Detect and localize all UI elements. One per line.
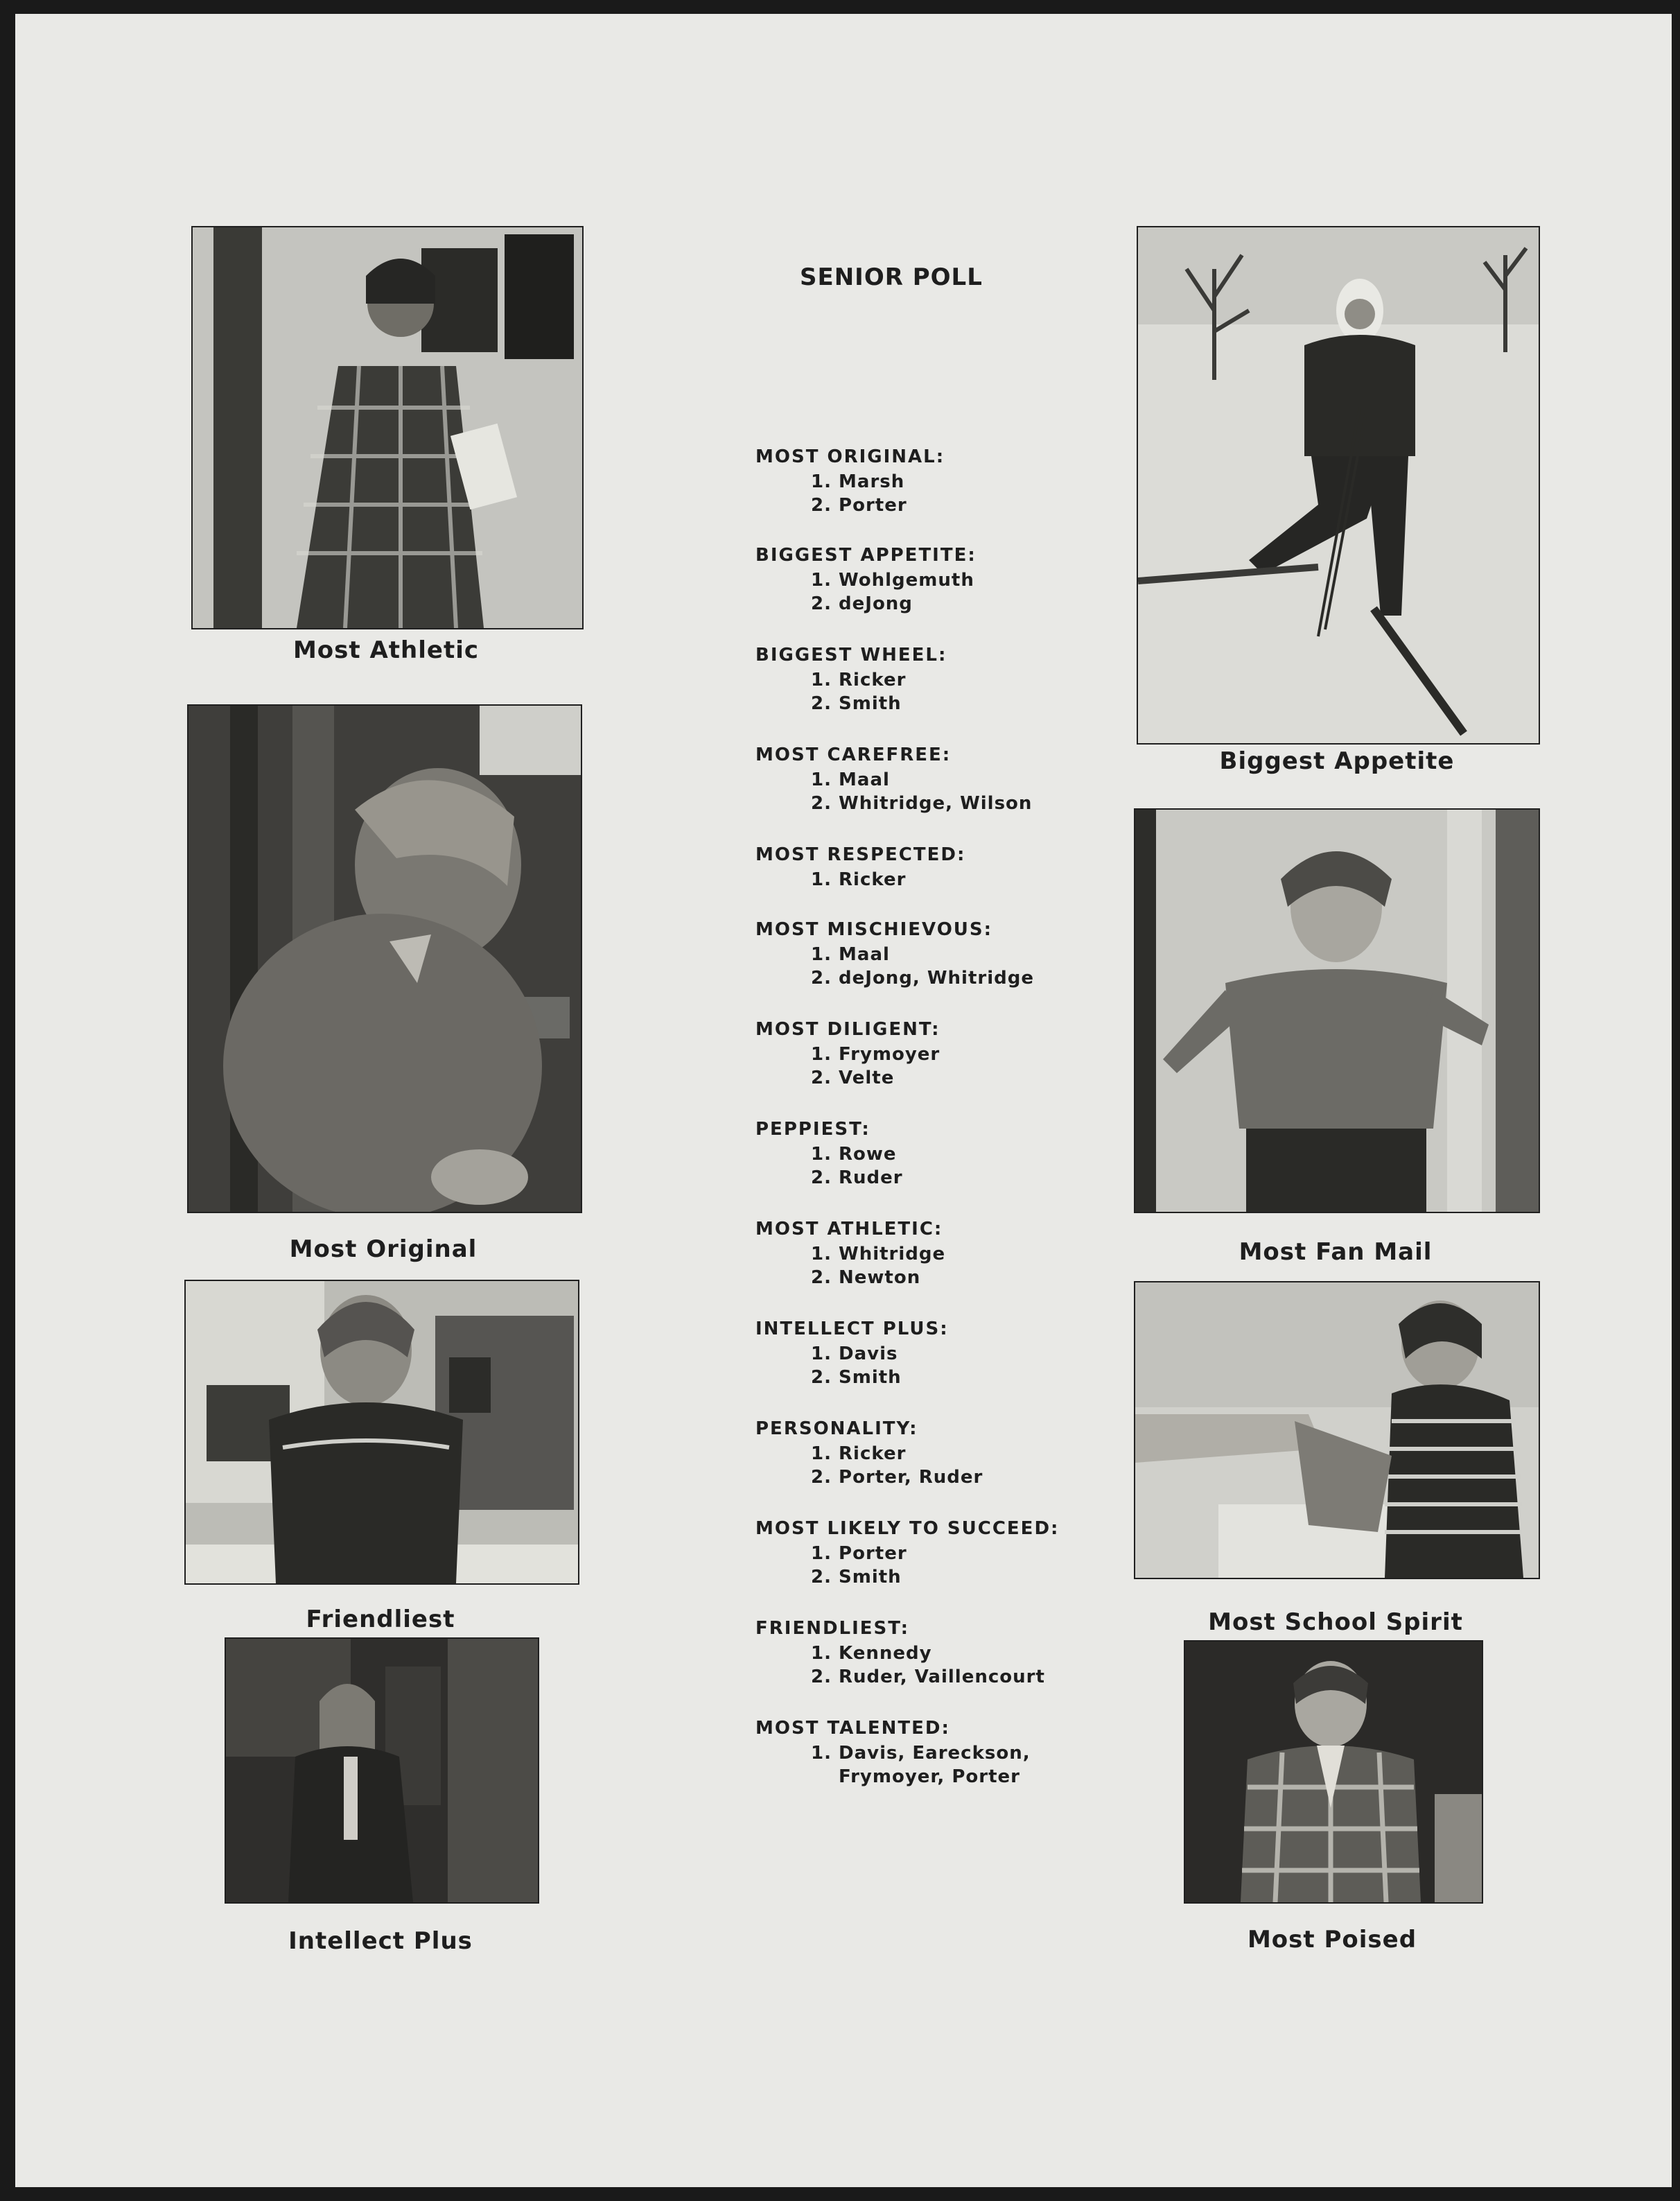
category-label: PERSONALITY:	[755, 1418, 918, 1439]
category-entry: 2. Ruder	[811, 1167, 903, 1188]
category-entry: 1. Ricker	[811, 1443, 907, 1464]
photo-most-fan-mail	[1134, 808, 1540, 1213]
category-label: MOST MISCHIEVOUS:	[755, 919, 993, 940]
category-entry: 2. Whitridge, Wilson	[811, 793, 1033, 814]
category-entry: 1. Marsh	[811, 471, 905, 492]
category-label: MOST DILIGENT:	[755, 1019, 940, 1040]
category-entry: 1. Kennedy	[811, 1643, 932, 1664]
caption-most-original: Most Original	[289, 1235, 478, 1263]
category-entry: 2. deJong, Whitridge	[811, 968, 1034, 989]
category-entry: 2. deJong	[811, 593, 913, 614]
yearbook-page	[15, 14, 1672, 2187]
category-entry: 2. Velte	[811, 1068, 895, 1088]
category-label: MOST LIKELY TO SUCCEED:	[755, 1518, 1060, 1539]
category-entry: 1. Davis, Eareckson,	[811, 1743, 1031, 1764]
photo-intellect-plus	[225, 1637, 539, 1904]
photo-most-original	[187, 704, 582, 1213]
caption-most-school-spirit: Most School Spirit	[1208, 1608, 1463, 1636]
category-label: MOST RESPECTED:	[755, 844, 966, 865]
caption-intellect-plus: Intellect Plus	[288, 1927, 473, 1955]
category-entry: 2. Newton	[811, 1267, 921, 1288]
photo-most-poised	[1184, 1640, 1483, 1904]
category-label: MOST ORIGINAL:	[755, 446, 945, 467]
category-entry: 2. Smith	[811, 693, 902, 714]
category-entry: 2. Ruder, Vaillencourt	[811, 1667, 1045, 1687]
category-entry: 1. Ricker	[811, 869, 907, 890]
category-entry: 2. Smith	[811, 1367, 902, 1388]
category-entry: 2. Porter, Ruder	[811, 1467, 983, 1488]
category-label: FRIENDLIEST:	[755, 1618, 909, 1639]
category-entry: 1. Whitridge	[811, 1244, 946, 1264]
category-entry: 1. Frymoyer	[811, 1044, 940, 1065]
category-label: BIGGEST WHEEL:	[755, 645, 947, 665]
category-label: MOST CAREFREE:	[755, 745, 952, 765]
category-entry: 2. Porter	[811, 495, 907, 516]
category-entry: 1. Rowe	[811, 1144, 897, 1165]
category-label: BIGGEST APPETITE:	[755, 545, 977, 566]
category-entry: 1. Porter	[811, 1543, 907, 1564]
category-entry: 1. Wohlgemuth	[811, 570, 974, 591]
photo-most-athletic	[191, 226, 584, 629]
photo-most-school-spirit	[1134, 1281, 1540, 1579]
category-label: PEPPIEST:	[755, 1119, 870, 1140]
category-entry: 1. Maal	[811, 769, 890, 790]
category-entry: Frymoyer, Porter	[839, 1766, 1020, 1787]
category-entry: 2. Smith	[811, 1567, 902, 1587]
category-label: INTELLECT PLUS:	[755, 1319, 949, 1339]
caption-biggest-appetite: Biggest Appetite	[1219, 747, 1455, 775]
caption-most-poised: Most Poised	[1247, 1926, 1417, 1954]
caption-most-athletic: Most Athletic	[292, 636, 480, 664]
category-entry: 1. Maal	[811, 944, 890, 965]
photo-friendliest	[184, 1280, 579, 1585]
category-label: MOST TALENTED:	[755, 1718, 950, 1739]
poll-title: SENIOR POLL	[800, 263, 983, 291]
category-label: MOST ATHLETIC:	[755, 1219, 943, 1239]
caption-friendliest: Friendliest	[306, 1606, 455, 1633]
caption-most-fan-mail: Most Fan Mail	[1239, 1238, 1433, 1266]
photo-biggest-appetite	[1137, 226, 1540, 745]
category-entry: 1. Ricker	[811, 670, 907, 690]
category-entry: 1. Davis	[811, 1343, 898, 1364]
